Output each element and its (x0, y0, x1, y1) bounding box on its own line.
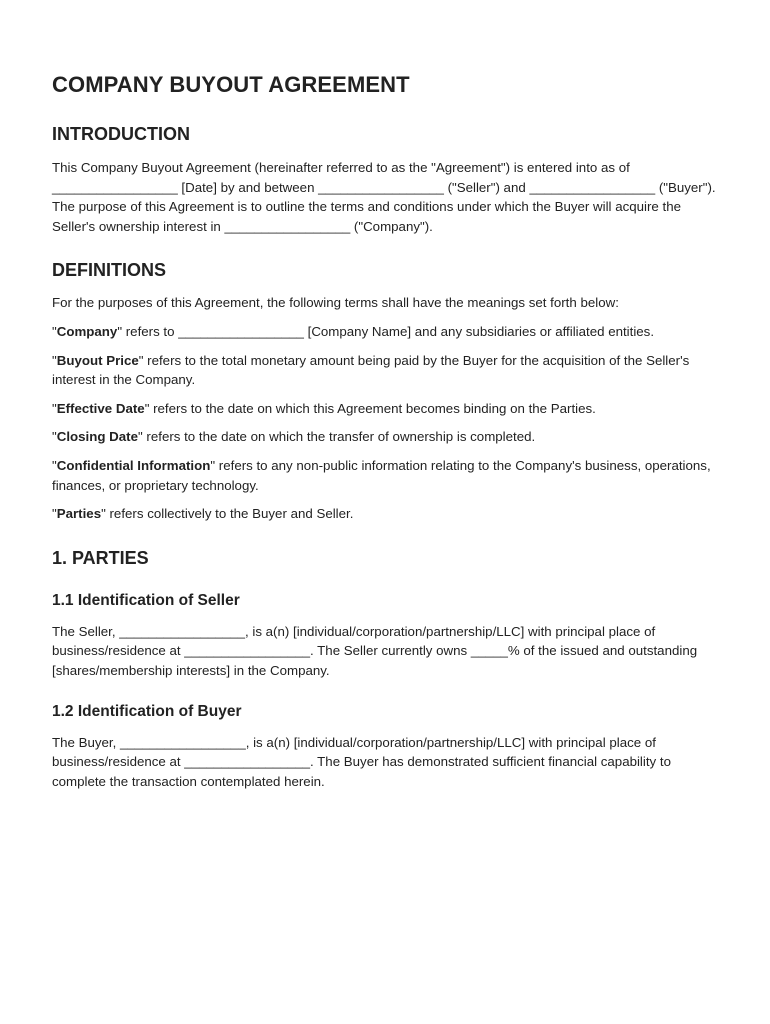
document-title: COMPANY BUYOUT AGREEMENT (52, 72, 410, 97)
definition-open-quote: " (52, 429, 57, 445)
seller-identification-paragraph: The Seller, _________________, is a(n) [individual/corporation/partnership/LLC] with principal place of business/residence at _________________. The Seller currently owns _____% of the issued and outstanding [shares/membership interests] in the Company. (52, 623, 698, 678)
seller-identification-heading: 1.1 Identification of Seller (52, 591, 240, 609)
introduction-heading: INTRODUCTION (52, 124, 190, 144)
definitions-lead: For the purposes of this Agreement, the following terms shall have the meanings set forth below: (52, 295, 619, 311)
definition-item (52, 456, 718, 495)
introduction-paragraph: This Company Buyout Agreement (hereinafter referred to as the "Agreement") is entered into as of _________________ [Date] by and between _________________ ("Seller") and _________________ ("Buyer"). The purpose of this Agreement is to outline the terms and conditions under which the Buyer will acquire the Seller's ownership interest in _________________ ("Company"). (52, 160, 716, 234)
definition-text: " refers to _________________ [Company Name] and any subsidiaries or affiliated entities. (117, 323, 655, 339)
definition-term: Confidential Information (56, 457, 211, 473)
definition-open-quote: " (52, 506, 57, 522)
definition-text: " refers collectively to the Buyer and Seller. (101, 506, 354, 522)
definition-open-quote: " (52, 457, 57, 473)
definition-open-quote: " (52, 352, 57, 368)
definition-item (52, 427, 718, 447)
definition-open-quote: " (52, 323, 57, 339)
definition-item (52, 504, 718, 524)
definition-text: " refers to the date on which this Agreement becomes binding on the Parties. (144, 400, 596, 416)
definition-text: " refers to the date on which the transfer of ownership is completed. (138, 429, 536, 445)
definition-item (52, 399, 718, 419)
definition-text: " refers to the total monetary amount being paid by the Buyer for the acquisition of the Seller's interest in the Company. (52, 352, 690, 388)
definition-term: Effective Date (56, 400, 145, 416)
definition-term: Closing Date (56, 429, 139, 445)
definition-item (52, 322, 718, 342)
definition-item (52, 351, 718, 390)
parties-heading: 1. PARTIES (52, 547, 149, 568)
definition-term: Company (56, 323, 118, 339)
buyer-identification-heading: 1.2 Identification of Buyer (52, 702, 242, 720)
definitions-list (52, 322, 718, 524)
definition-term: Buyout Price (56, 352, 139, 368)
definition-term: Parties (56, 506, 102, 522)
definitions-heading: DEFINITIONS (52, 260, 167, 281)
definition-open-quote: " (52, 400, 57, 416)
definition-text: " refers to any non-public information relating to the Company's business, operations, finances, or proprietary technology. (52, 457, 711, 493)
buyer-identification-paragraph: The Buyer, _________________, is a(n) [individual/corporation/partnership/LLC] with principal place of business/residence at _________________. The Buyer has demonstrated sufficient financial capability to complete the transaction contemplated herein. (52, 734, 671, 789)
